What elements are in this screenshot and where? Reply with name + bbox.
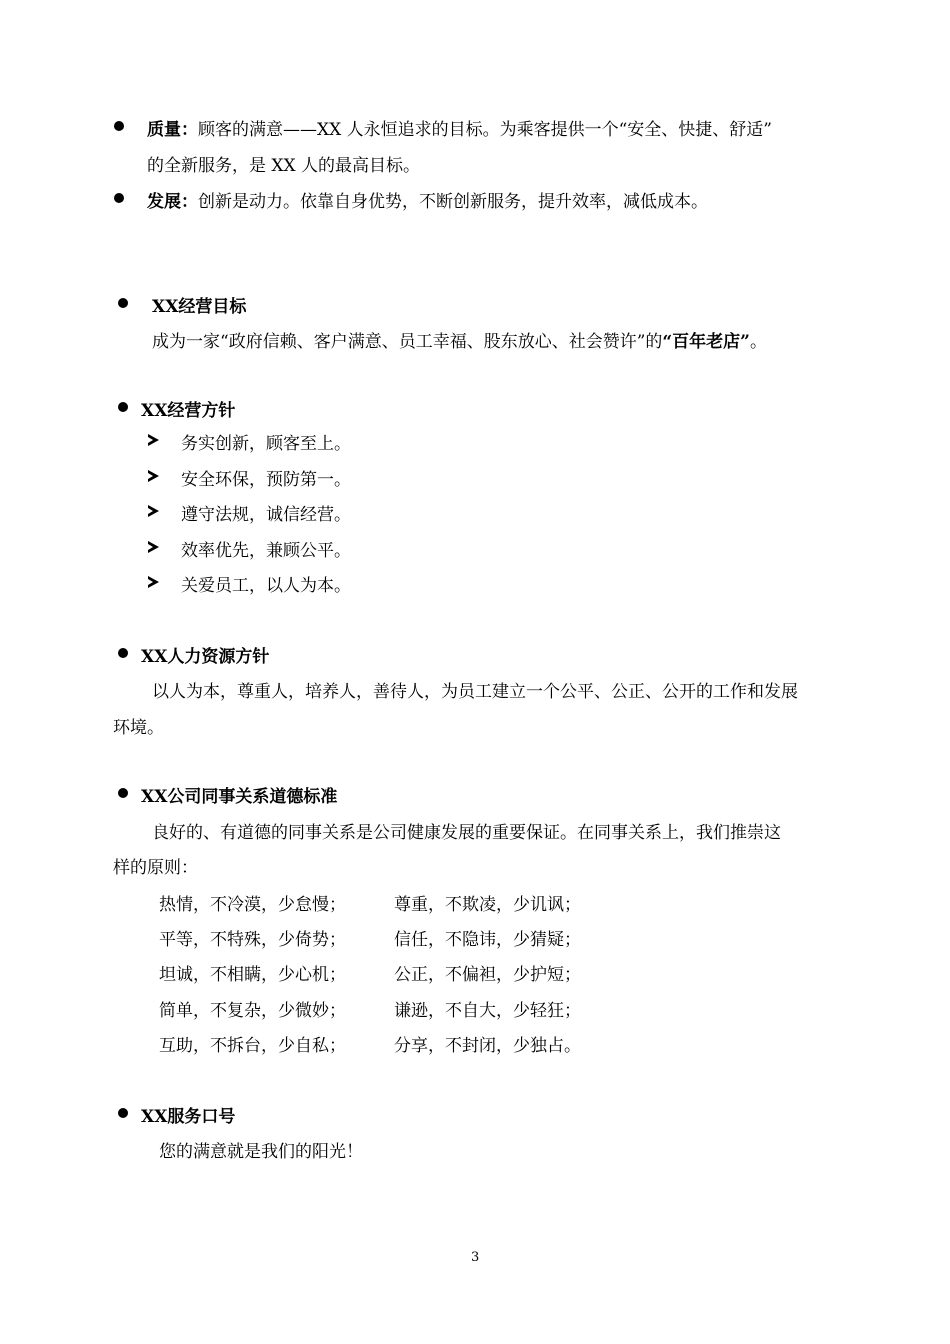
- bullet-icon: [114, 121, 124, 131]
- bullet-icon: [118, 648, 128, 658]
- policy-heading: XX经营方针: [141, 401, 236, 421]
- ethics-intro-line-1: 良好的、有道德的同事关系是公司健康发展的重要保证。在同事关系上，我们推崇这: [152, 823, 781, 843]
- arrow-bullet-icon: [148, 576, 159, 588]
- development-label: 发展：: [147, 192, 198, 212]
- goal-heading: XX经营目标: [152, 297, 247, 317]
- ethics-principle-right: 公正，不偏袒，少护短；: [394, 965, 581, 985]
- policy-item: 遵守法规，诚信经营。: [181, 505, 351, 525]
- ethics-principle-left: 简单，不复杂，少微妙；: [159, 1001, 346, 1021]
- ethics-principle-right: 信任，不隐讳，少猜疑；: [394, 930, 581, 950]
- bullet-icon: [114, 193, 124, 203]
- quality-paragraph-line-2: 的全新服务，是 XX 人的最高目标。: [147, 156, 421, 176]
- arrow-bullet-icon: [148, 541, 159, 553]
- hr-text-line-1: 以人为本，尊重人，培养人，善待人，为员工建立一个公平、公正、公开的工作和发展: [152, 682, 798, 702]
- slogan-text: 您的满意就是我们的阳光！: [159, 1142, 363, 1162]
- hr-heading: XX人力资源方针: [141, 647, 270, 667]
- goal-text-emphasis: “百年老店”: [662, 332, 750, 352]
- goal-text-suffix: 。: [749, 332, 767, 352]
- development-text: 创新是动力。依靠自身优势，不断创新服务，提升效率，减低成本。: [198, 192, 708, 212]
- arrow-bullet-icon: [148, 470, 159, 482]
- policy-item: 关爱员工，以人为本。: [181, 576, 351, 596]
- bullet-icon: [118, 402, 128, 412]
- ethics-principle-right: 尊重，不欺凌，少讥讽；: [394, 895, 581, 915]
- arrow-bullet-icon: [148, 505, 159, 517]
- goal-text: [152, 327, 767, 352]
- ethics-principle-left: 互助，不拆台，少自私；: [159, 1036, 346, 1056]
- quality-paragraph-line-1: [147, 115, 772, 140]
- ethics-principle-left: 坦诚，不相瞒，少心机；: [159, 965, 346, 985]
- ethics-heading: XX公司同事关系道德标准: [141, 787, 338, 807]
- bullet-icon: [118, 1108, 128, 1118]
- ethics-principle-left: 热情，不冷漠，少怠慢；: [159, 895, 346, 915]
- arrow-bullet-icon: [148, 434, 159, 446]
- development-paragraph: [147, 187, 708, 212]
- slogan-heading: XX服务口号: [141, 1107, 236, 1127]
- policy-item: 务实创新，顾客至上。: [181, 434, 351, 454]
- ethics-principle-right: 分享，不封闭，少独占。: [394, 1036, 581, 1056]
- policy-item: 效率优先，兼顾公平。: [181, 541, 351, 561]
- quality-text: 顾客的满意——XX 人永恒追求的目标。为乘客提供一个“安全、快捷、舒适”: [198, 120, 772, 140]
- ethics-principle-right: 谦逊，不自大，少轻狂；: [394, 1001, 581, 1021]
- page-number: 3: [471, 1250, 480, 1265]
- quality-label: 质量：: [147, 120, 198, 140]
- goal-text-prefix: 成为一家“政府信赖、客户满意、员工幸福、股东放心、社会赞许”的: [152, 332, 663, 352]
- hr-text-line-2: 环境。: [113, 718, 164, 738]
- ethics-intro-line-2: 样的原则：: [113, 858, 198, 878]
- bullet-icon: [118, 788, 128, 798]
- ethics-principle-left: 平等，不特殊，少倚势；: [159, 930, 346, 950]
- bullet-icon: [118, 298, 128, 308]
- policy-item: 安全环保，预防第一。: [181, 470, 351, 490]
